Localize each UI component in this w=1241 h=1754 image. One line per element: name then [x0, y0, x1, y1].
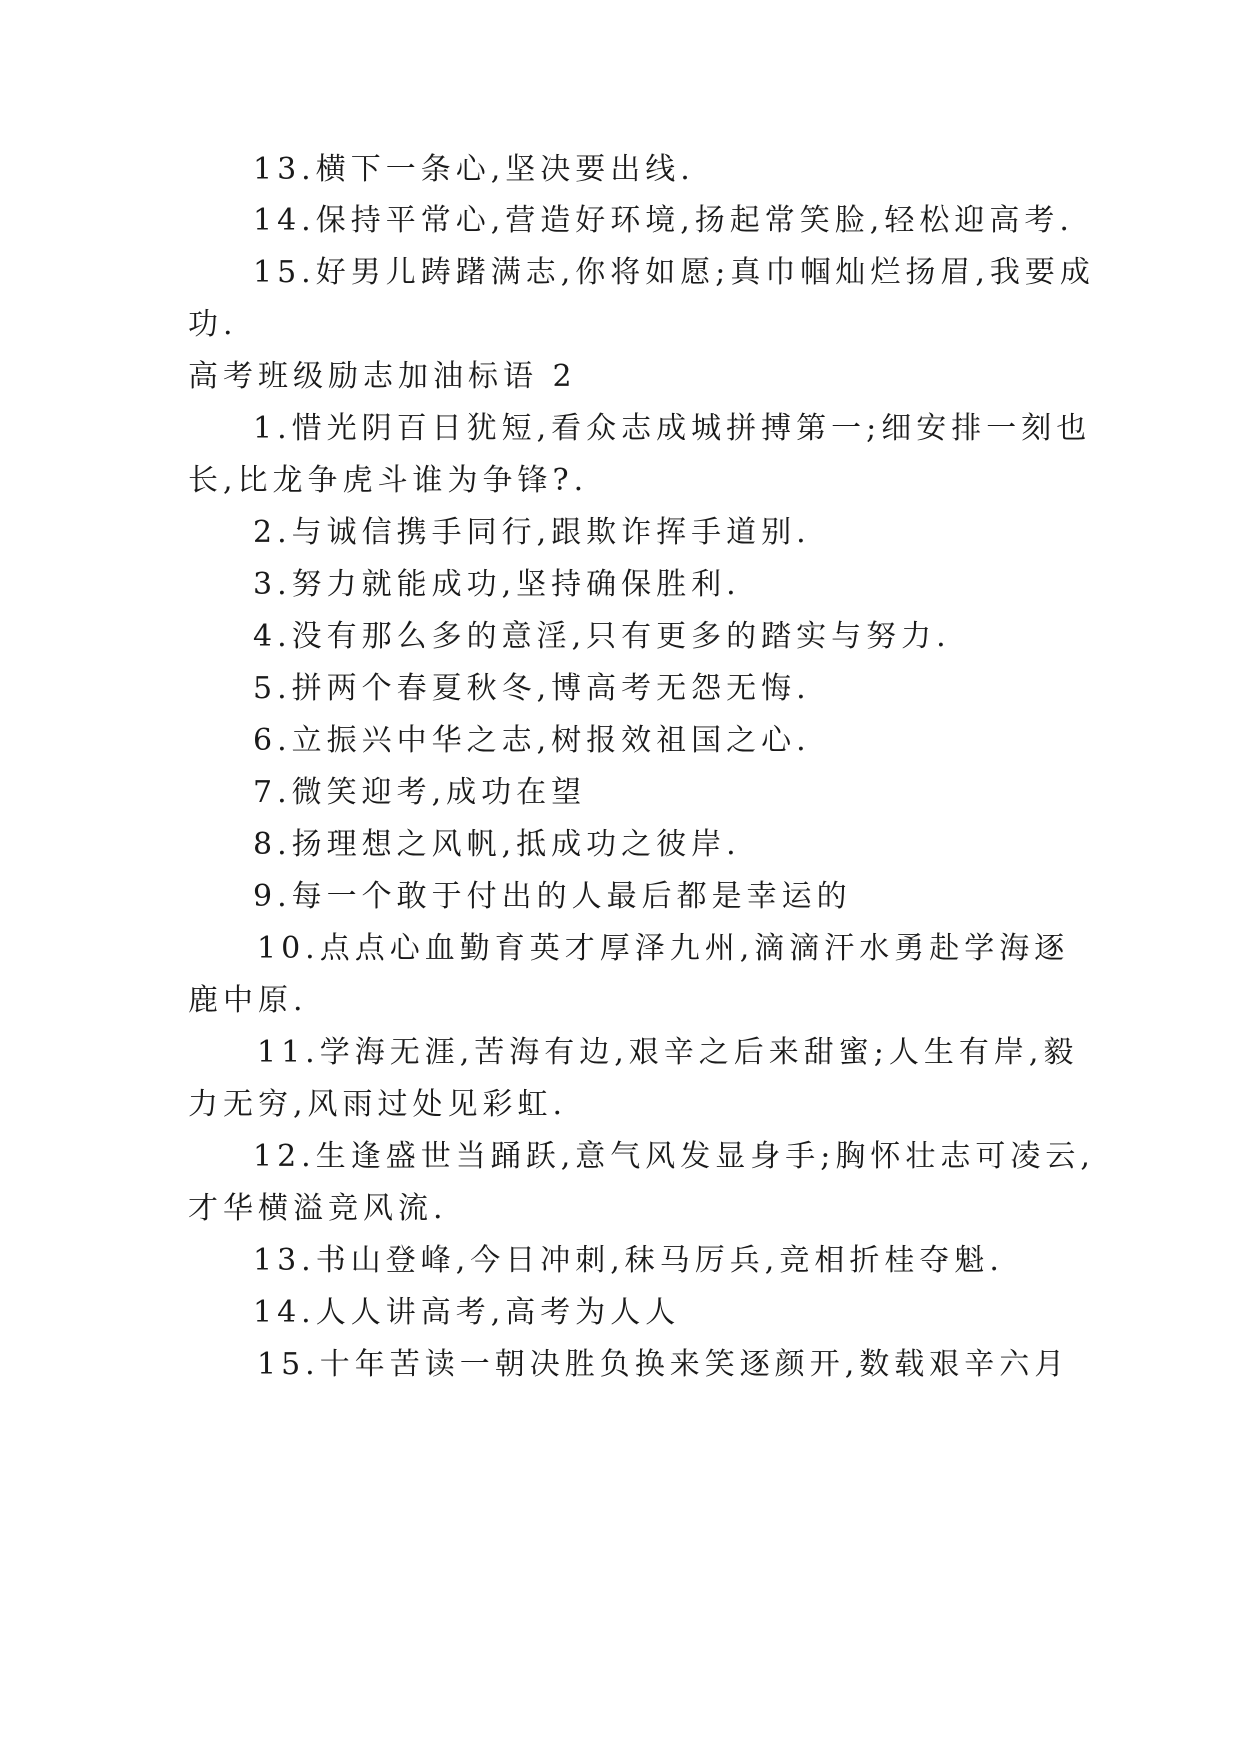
item-text: 没有那么多的意淫,只有更多的踏实与努力. [291, 619, 951, 654]
list-item-continuation: 功. [188, 307, 238, 342]
list-item [253, 1241, 1004, 1281]
list-item-continuation: 长,比龙争虎斗谁为争锋?. [188, 463, 589, 498]
item-number: 4. [253, 619, 292, 654]
list-item [253, 773, 586, 813]
list-item-continuation: 力无穷,风雨过处见彩虹. [188, 1087, 568, 1122]
list-item [253, 877, 852, 917]
item-text: 保持平常心,营造好环境,扬起常笑脸,轻松迎高考. [315, 203, 1074, 238]
item-text: 惜光阴百日犹短,看众志成城拼搏第一;细安排一刻也 [291, 411, 1092, 446]
item-text: 书山登峰,今日冲刺,秣马厉兵,竞相折桂夺魁. [315, 1243, 1004, 1278]
list-item [253, 150, 695, 190]
item-number: 10. [257, 931, 320, 966]
item-number: 9. [253, 879, 292, 914]
list-item [257, 929, 1069, 969]
item-number: 15. [257, 1347, 320, 1382]
item-text: 微笑迎考,成功在望 [291, 775, 587, 810]
item-text: 每一个敢于付出的人最后都是幸运的 [291, 879, 852, 914]
list-item [253, 565, 741, 605]
item-number: 15. [253, 255, 316, 290]
item-number: 5. [253, 671, 292, 706]
item-text: 点点心血勤育英才厚泽九州,滴滴汗水勇赴学海逐 [319, 931, 1070, 966]
list-item [253, 1293, 680, 1333]
item-text: 横下一条心,坚决要出线. [315, 152, 695, 187]
list-item [253, 409, 1091, 449]
item-number: 13. [253, 1243, 316, 1278]
list-item [253, 513, 811, 553]
list-item [253, 201, 1074, 241]
list-item [253, 669, 811, 709]
list-item [253, 825, 741, 865]
section-heading: 高考班级励志加油标语 2 [188, 359, 577, 394]
list-item [257, 1033, 1078, 1073]
list-item [253, 721, 811, 761]
item-text: 人人讲高考,高考为人人 [315, 1295, 681, 1330]
list-item [253, 617, 951, 657]
item-number: 7. [253, 775, 292, 810]
list-item-continuation: 鹿中原. [188, 983, 308, 1018]
list-item [253, 1137, 1095, 1177]
item-text: 立振兴中华之志,树报效祖国之心. [291, 723, 811, 758]
item-text: 好男儿踌躇满志,你将如愿;真巾帼灿烂扬眉,我要成 [315, 255, 1095, 290]
list-item [257, 1345, 1069, 1385]
item-number: 8. [253, 827, 292, 862]
item-number: 1. [253, 411, 292, 446]
item-number: 11. [257, 1035, 320, 1070]
item-number: 6. [253, 723, 292, 758]
item-text: 学海无涯,苦海有边,艰辛之后来甜蜜;人生有岸,毅 [319, 1035, 1079, 1070]
item-text: 扬理想之风帆,抵成功之彼岸. [291, 827, 741, 862]
item-text: 生逢盛世当踊跃,意气风发显身手;胸怀壮志可凌云, [315, 1139, 1095, 1174]
list-item-continuation: 才华横溢竞风流. [188, 1191, 448, 1226]
item-number: 2. [253, 515, 292, 550]
item-number: 13. [253, 152, 316, 187]
item-text: 十年苦读一朝决胜负换来笑逐颜开,数载艰辛六月 [319, 1347, 1070, 1382]
item-number: 14. [253, 203, 316, 238]
item-text: 与诚信携手同行,跟欺诈挥手道别. [291, 515, 811, 550]
item-number: 14. [253, 1295, 316, 1330]
item-number: 12. [253, 1139, 316, 1174]
item-number: 3. [253, 567, 292, 602]
item-text: 努力就能成功,坚持确保胜利. [291, 567, 741, 602]
item-text: 拼两个春夏秋冬,博高考无怨无悔. [291, 671, 811, 706]
list-item [253, 253, 1095, 293]
